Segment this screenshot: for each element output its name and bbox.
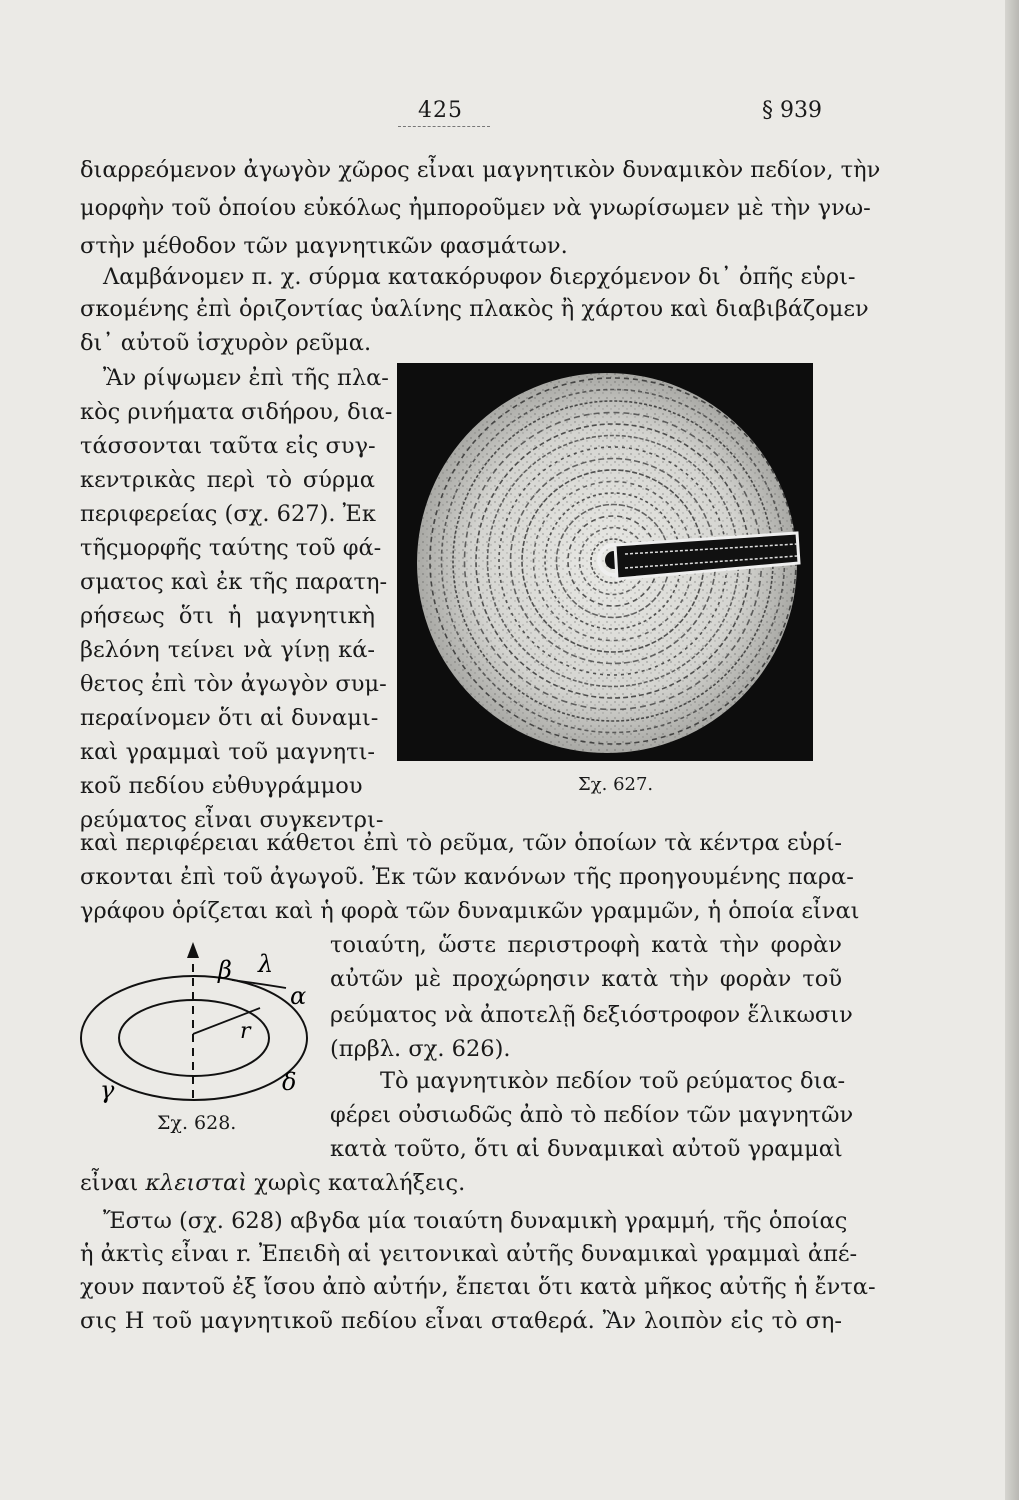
text-line: καὶ γραμμαὶ τοῦ μαγνητι-	[80, 739, 375, 765]
text-line: περαίνομεν ὅτι αἱ δυναμι-	[80, 705, 379, 731]
text-line: σματος καὶ ἐκ τῆς παρατη-	[80, 569, 388, 595]
text-line: χουν παντοῦ ἐξ ἴσου ἀπὸ αὐτήν, ἔπεται ὅτι κατὰ μῆκος αὐτῆς ἡ ἔντα-	[80, 1274, 876, 1300]
text-line: βελόνη τείνει νὰ γίνῃ κά-	[80, 637, 375, 663]
figure-627-iron-filings	[397, 363, 813, 761]
text-line: ρεύματος εἶναι συγκεντρι-	[80, 807, 384, 833]
text-line: ρεύματος νὰ ἀποτελῇ δεξιόστροφον ἕλικωσιν	[330, 1002, 853, 1028]
figure-627-image	[397, 363, 813, 761]
text-line: σκομένης ἐπὶ ὁριζοντίας ὑαλίνης πλακὸς ἢ χάρτου καὶ διαβιβάζομεν	[80, 296, 869, 322]
header-rule	[398, 126, 490, 127]
text-line: κεντρικὰς περὶ τὸ σύρμα	[80, 467, 375, 493]
text-line: περιφερείας (σχ. 627). Ἐκ	[80, 501, 376, 527]
text-line: διαρρεόμενον ἀγωγὸν χῶρος εἶναι μαγνητικὸν δυναμικὸν πεδίον, τὴν	[80, 157, 881, 183]
text-line: ἡ ἀκτὶς εἶναι r. Ἐπειδὴ αἱ γειτονικαὶ αὐτῆς δυναμικαὶ γραμμαὶ ἀπέ-	[80, 1241, 858, 1267]
page-edge	[1005, 0, 1019, 1500]
text-line: κὸς ρινήματα σιδήρου, δια-	[80, 399, 393, 425]
label-gamma: γ	[100, 1076, 115, 1104]
label-beta: β	[218, 956, 232, 984]
emphasis-closed: κλεισταὶ	[145, 1170, 248, 1196]
label-r: r	[240, 1019, 251, 1044]
text-line: γράφου ὁρίζεται καὶ ἡ φορὰ τῶν δυναμικῶν γραμμῶν, ἡ ὁποία εἶναι	[80, 898, 860, 924]
text-line: Ἂν ρίψωμεν ἐπὶ τῆς πλα-	[103, 365, 389, 391]
label-lambda: λ	[258, 950, 274, 978]
text-line: τῆςμορφῆς ταύτης τοῦ φά-	[80, 535, 382, 561]
text-fragment: χωρὶς καταλήξεις.	[247, 1170, 466, 1196]
text-line: μορφὴν τοῦ ὁποίου εὐκόλως ἠμποροῦμεν νὰ γνωρίσωμεν μὲ τὴν γνω-	[80, 195, 871, 221]
figure-628-caption: Σχ. 628.	[157, 1112, 237, 1134]
text-line: κατὰ τοῦτο, ὅτι αἱ δυναμικαὶ αὐτοῦ γραμμαὶ	[330, 1136, 843, 1162]
text-line: ρήσεως ὅτι ἡ μαγνητικὴ	[80, 603, 375, 629]
label-delta: δ	[282, 1068, 297, 1096]
text-line	[80, 1172, 842, 1195]
text-line: κοῦ πεδίου εὐθυγράμμου	[80, 773, 363, 799]
text-line: στὴν μέθοδον τῶν μαγνητικῶν φασμάτων.	[80, 233, 568, 259]
text-line: αὐτῶν μὲ προχώρησιν κατὰ τὴν φορὰν τοῦ	[330, 966, 842, 992]
text-line: φέρει οὐσιωδῶς ἀπὸ τὸ πεδίον τῶν μαγνητῶν	[330, 1102, 854, 1128]
figure-627-caption: Σχ. 627.	[578, 774, 654, 795]
text-line: σις Η τοῦ μαγνητικοῦ πεδίου εἶναι σταθερά. Ἂν λοιπὸν εἰς τὸ ση-	[80, 1308, 842, 1334]
text-line: δι᾿ αὐτοῦ ἰσχυρὸν ρεῦμα.	[80, 330, 372, 356]
text-line: Ἔστω (σχ. 628) αβγδα μία τοιαύτη δυναμικὴ γραμμή, τῆς ὁποίας	[103, 1208, 848, 1234]
text-line: Τὸ μαγνητικὸν πεδίον τοῦ ρεύματος δια-	[380, 1068, 846, 1094]
text-fragment: εἶναι	[80, 1170, 146, 1196]
text-line: καὶ περιφέρειαι κάθετοι ἐπὶ τὸ ρεῦμα, τῶν ὁποίων τὰ κέντρα εὑρί-	[80, 830, 842, 856]
figure-628-diagram	[72, 938, 332, 1128]
label-alpha: α	[290, 982, 307, 1010]
text-line: Λαμβάνομεν π. χ. σύρμα κατακόρυφον διερχόμενον δι᾿ ὀπῆς εὑρι-	[103, 264, 856, 290]
figure-628-drawing	[72, 938, 332, 1128]
text-line: σκονται ἐπὶ τοῦ ἀγωγοῦ. Ἐκ τῶν κανόνων τῆς προηγουμένης παρα-	[80, 864, 854, 890]
current-arrow-icon	[187, 942, 199, 958]
page-number: 425	[418, 98, 463, 123]
text-line: θετος ἐπὶ τὸν ἀγωγὸν συμ-	[80, 671, 387, 697]
text-line: τάσσονται ταῦτα εἰς συγ-	[80, 433, 376, 459]
text-line: τοιαύτη, ὥστε περιστροφὴ κατὰ τὴν φορὰν	[330, 932, 842, 958]
text-line: (πρβλ. σχ. 626).	[330, 1036, 511, 1062]
section-number: § 939	[762, 98, 822, 123]
